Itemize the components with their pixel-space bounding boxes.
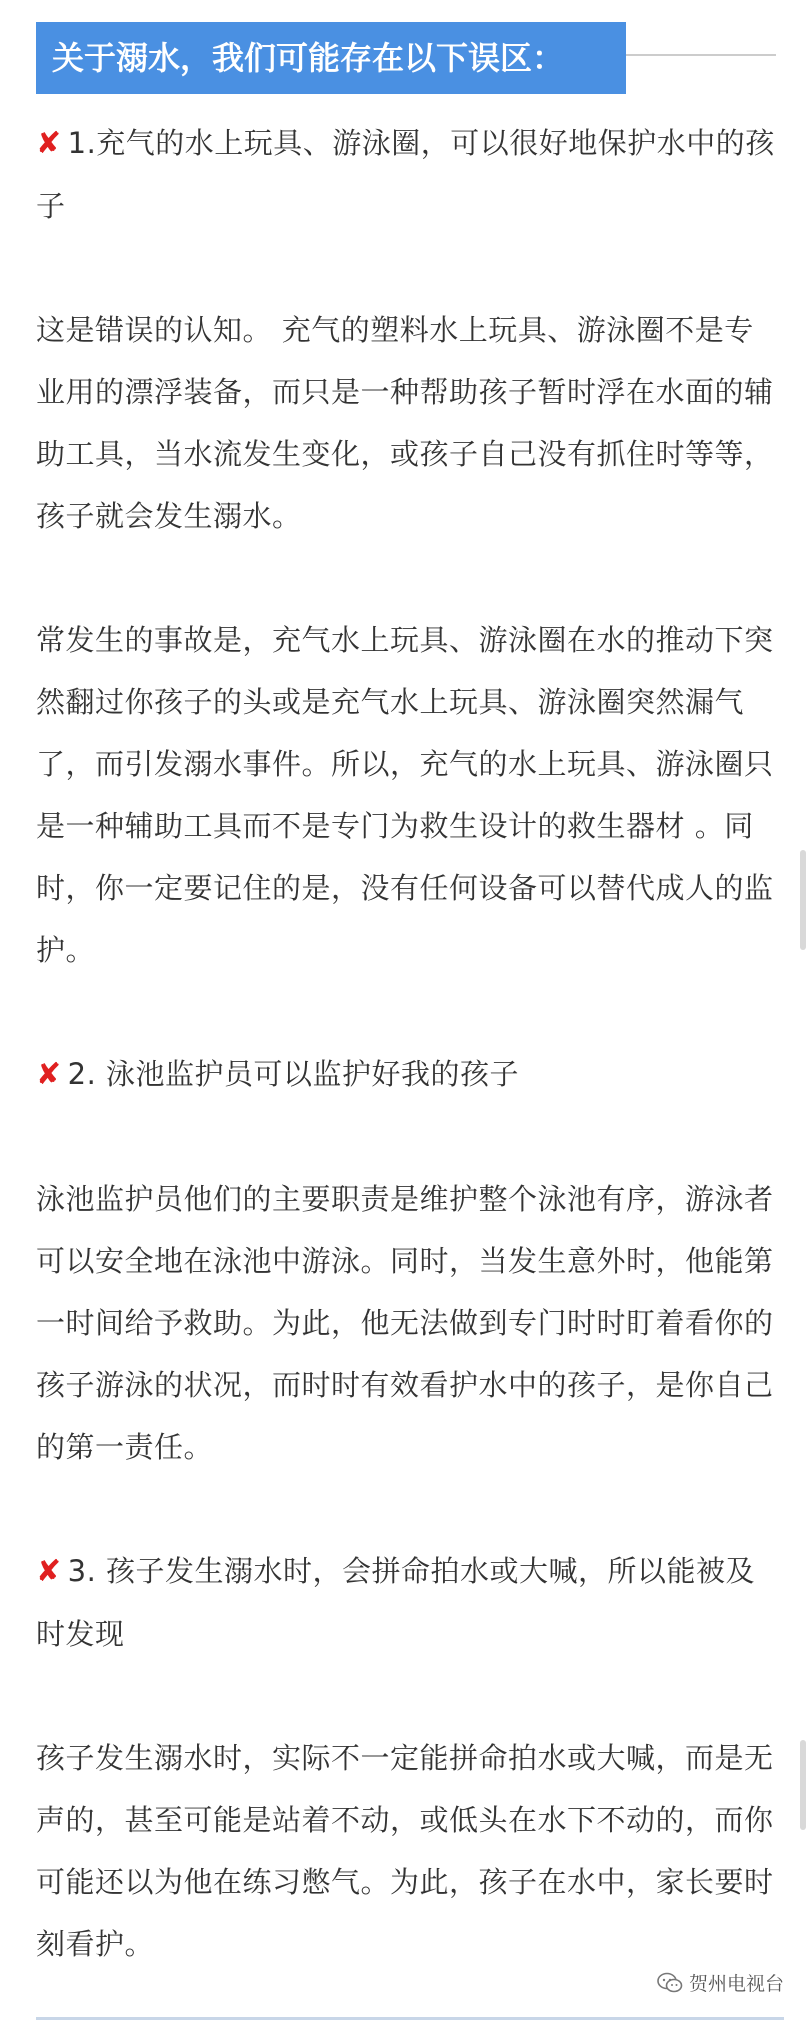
cross-icon: ✘ xyxy=(36,1554,62,1589)
paragraph-1-2: 常发生的事故是，充气水上玩具、游泳圈在水的推动下突然翻过你孩子的头或是充气水上玩具、游泳圈突然漏气了，而引发溺水事件。所以，充气的水上玩具、游泳圈只是一种辅助工具而不是专门为救生设计的救生器材 。同时，你一定要记住的是，没有任何设备可以替代成人的监护。 xyxy=(36,623,774,967)
myth-heading-1 xyxy=(36,112,776,237)
paragraph-2-1: 泳池监护员他们的主要职责是维护整个泳池有序，游泳者可以安全地在泳池中游泳。同时，当发生意外时，他能第一时间给予救助。为此，他无法做到专门时时盯着看你的孩子游泳的状况，而时时有效看护水中的孩子，是你自己的第一责任。 xyxy=(36,1182,774,1464)
myth-text-2: 2. 泳池监护员可以监护好我的孩子 xyxy=(67,1057,520,1091)
bottom-divider xyxy=(36,2017,784,2020)
cross-icon: ✘ xyxy=(36,1057,62,1092)
scrollbar[interactable] xyxy=(800,850,806,950)
myth-heading-3 xyxy=(36,1540,776,1665)
myth-heading-2 xyxy=(36,1043,776,1106)
myth-text-3: 3. 孩子发生溺水时，会拼命拍水或大喊，所以能被及时发现 xyxy=(36,1554,756,1651)
paragraph-3-1: 孩子发生溺水时，实际不一定能拼命拍水或大喊，而是无声的，甚至可能是站着不动，或低头在水下不动的，而你可能还以为他在练习憋气。为此，孩子在水中，家长要时刻看护。 xyxy=(36,1741,774,1961)
paragraph-1-1: 这是错误的认知。 充气的塑料水上玩具、游泳圈不是专业用的漂浮装备，而只是一种帮助孩子暂时浮在水面的辅助工具，当水流发生变化，或孩子自己没有抓住时等等，孩子就会发生溺水。 xyxy=(36,313,774,533)
watermark xyxy=(657,1969,784,1996)
page-title: 关于溺水，我们可能存在以下误区： xyxy=(36,22,626,94)
section-header xyxy=(36,22,776,94)
myth-text-1: 1.充气的水上玩具、游泳圈，可以很好地保护水中的孩子 xyxy=(36,126,775,223)
cross-icon: ✘ xyxy=(36,126,62,161)
wechat-icon xyxy=(657,1972,683,1994)
scrollbar-lower[interactable] xyxy=(800,1740,806,1830)
watermark-label: 贺州电视台 xyxy=(688,1973,784,1995)
article-body xyxy=(36,112,776,1975)
